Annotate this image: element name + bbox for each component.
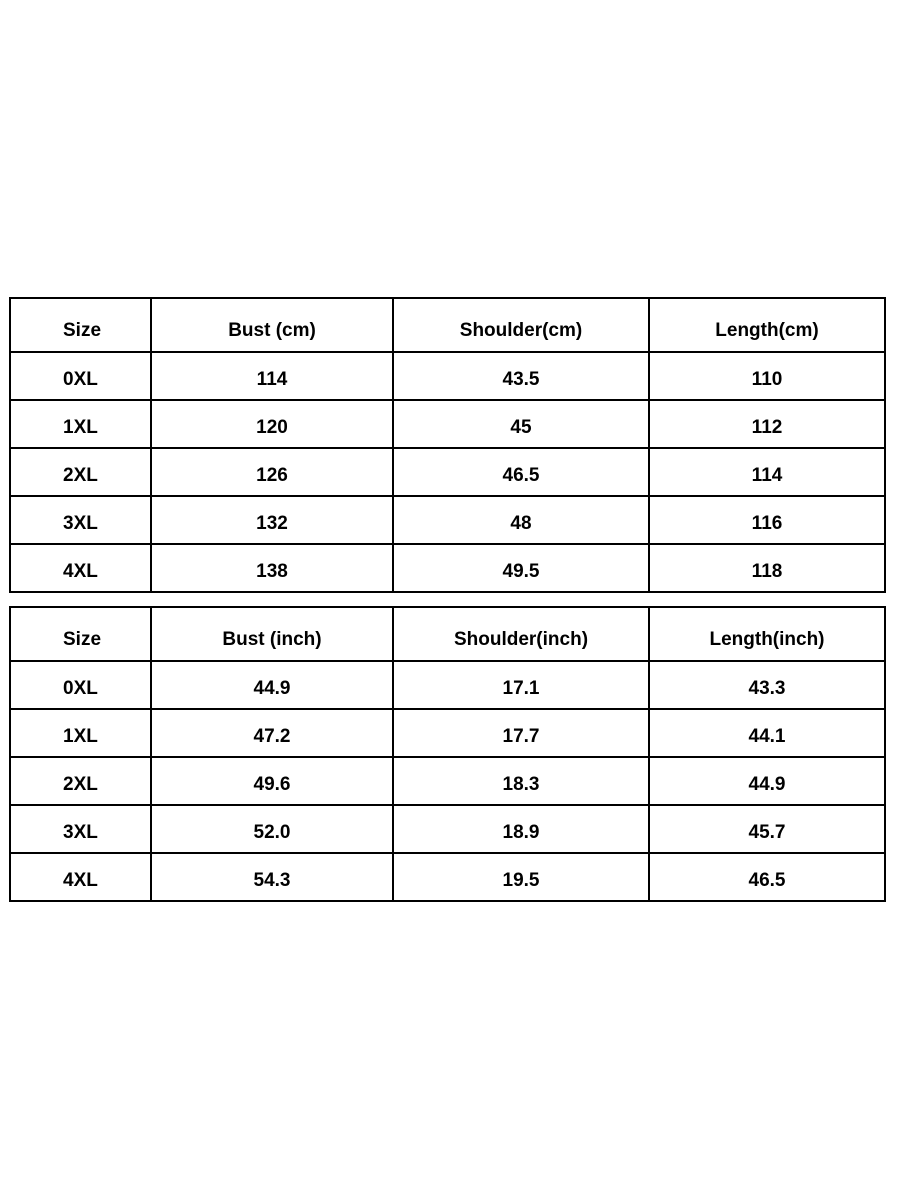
cell-length: 112 xyxy=(649,400,885,448)
cell-length: 43.3 xyxy=(649,661,885,709)
cell-size: 3XL xyxy=(10,496,151,544)
cell-size: 1XL xyxy=(10,709,151,757)
cell-size: 0XL xyxy=(10,352,151,400)
cell-bust: 114 xyxy=(151,352,393,400)
cell-shoulder: 45 xyxy=(393,400,649,448)
header-bust: Bust (inch) xyxy=(151,607,393,661)
cell-shoulder: 49.5 xyxy=(393,544,649,592)
cell-shoulder: 17.7 xyxy=(393,709,649,757)
header-length: Length(inch) xyxy=(649,607,885,661)
cell-shoulder: 46.5 xyxy=(393,448,649,496)
cell-size: 3XL xyxy=(10,805,151,853)
size-table-inch xyxy=(9,606,886,902)
cell-bust: 49.6 xyxy=(151,757,393,805)
header-shoulder: Shoulder(cm) xyxy=(393,298,649,352)
table-header-row xyxy=(10,607,885,661)
header-size: Size xyxy=(10,298,151,352)
cell-length: 46.5 xyxy=(649,853,885,901)
cell-length: 110 xyxy=(649,352,885,400)
cell-size: 2XL xyxy=(10,757,151,805)
table-row xyxy=(10,544,885,592)
cell-shoulder: 48 xyxy=(393,496,649,544)
cell-bust: 120 xyxy=(151,400,393,448)
cell-bust: 44.9 xyxy=(151,661,393,709)
cell-bust: 47.2 xyxy=(151,709,393,757)
cell-length: 118 xyxy=(649,544,885,592)
table-row xyxy=(10,853,885,901)
table-row xyxy=(10,805,885,853)
header-shoulder: Shoulder(inch) xyxy=(393,607,649,661)
cell-length: 116 xyxy=(649,496,885,544)
cell-bust: 54.3 xyxy=(151,853,393,901)
header-size: Size xyxy=(10,607,151,661)
cell-shoulder: 18.3 xyxy=(393,757,649,805)
cell-shoulder: 43.5 xyxy=(393,352,649,400)
table-row xyxy=(10,661,885,709)
cell-bust: 138 xyxy=(151,544,393,592)
cell-shoulder: 17.1 xyxy=(393,661,649,709)
cell-size: 2XL xyxy=(10,448,151,496)
header-bust: Bust (cm) xyxy=(151,298,393,352)
header-length: Length(cm) xyxy=(649,298,885,352)
cell-size: 4XL xyxy=(10,853,151,901)
cell-bust: 132 xyxy=(151,496,393,544)
cell-size: 4XL xyxy=(10,544,151,592)
table-row xyxy=(10,496,885,544)
table-row xyxy=(10,709,885,757)
cell-length: 45.7 xyxy=(649,805,885,853)
cell-bust: 126 xyxy=(151,448,393,496)
table-header-row xyxy=(10,298,885,352)
cell-bust: 52.0 xyxy=(151,805,393,853)
table-row xyxy=(10,448,885,496)
table-row xyxy=(10,757,885,805)
cell-size: 0XL xyxy=(10,661,151,709)
size-table-cm xyxy=(9,297,886,593)
cell-length: 114 xyxy=(649,448,885,496)
cell-shoulder: 19.5 xyxy=(393,853,649,901)
cell-length: 44.1 xyxy=(649,709,885,757)
cell-length: 44.9 xyxy=(649,757,885,805)
cell-size: 1XL xyxy=(10,400,151,448)
table-row xyxy=(10,352,885,400)
cell-shoulder: 18.9 xyxy=(393,805,649,853)
table-row xyxy=(10,400,885,448)
